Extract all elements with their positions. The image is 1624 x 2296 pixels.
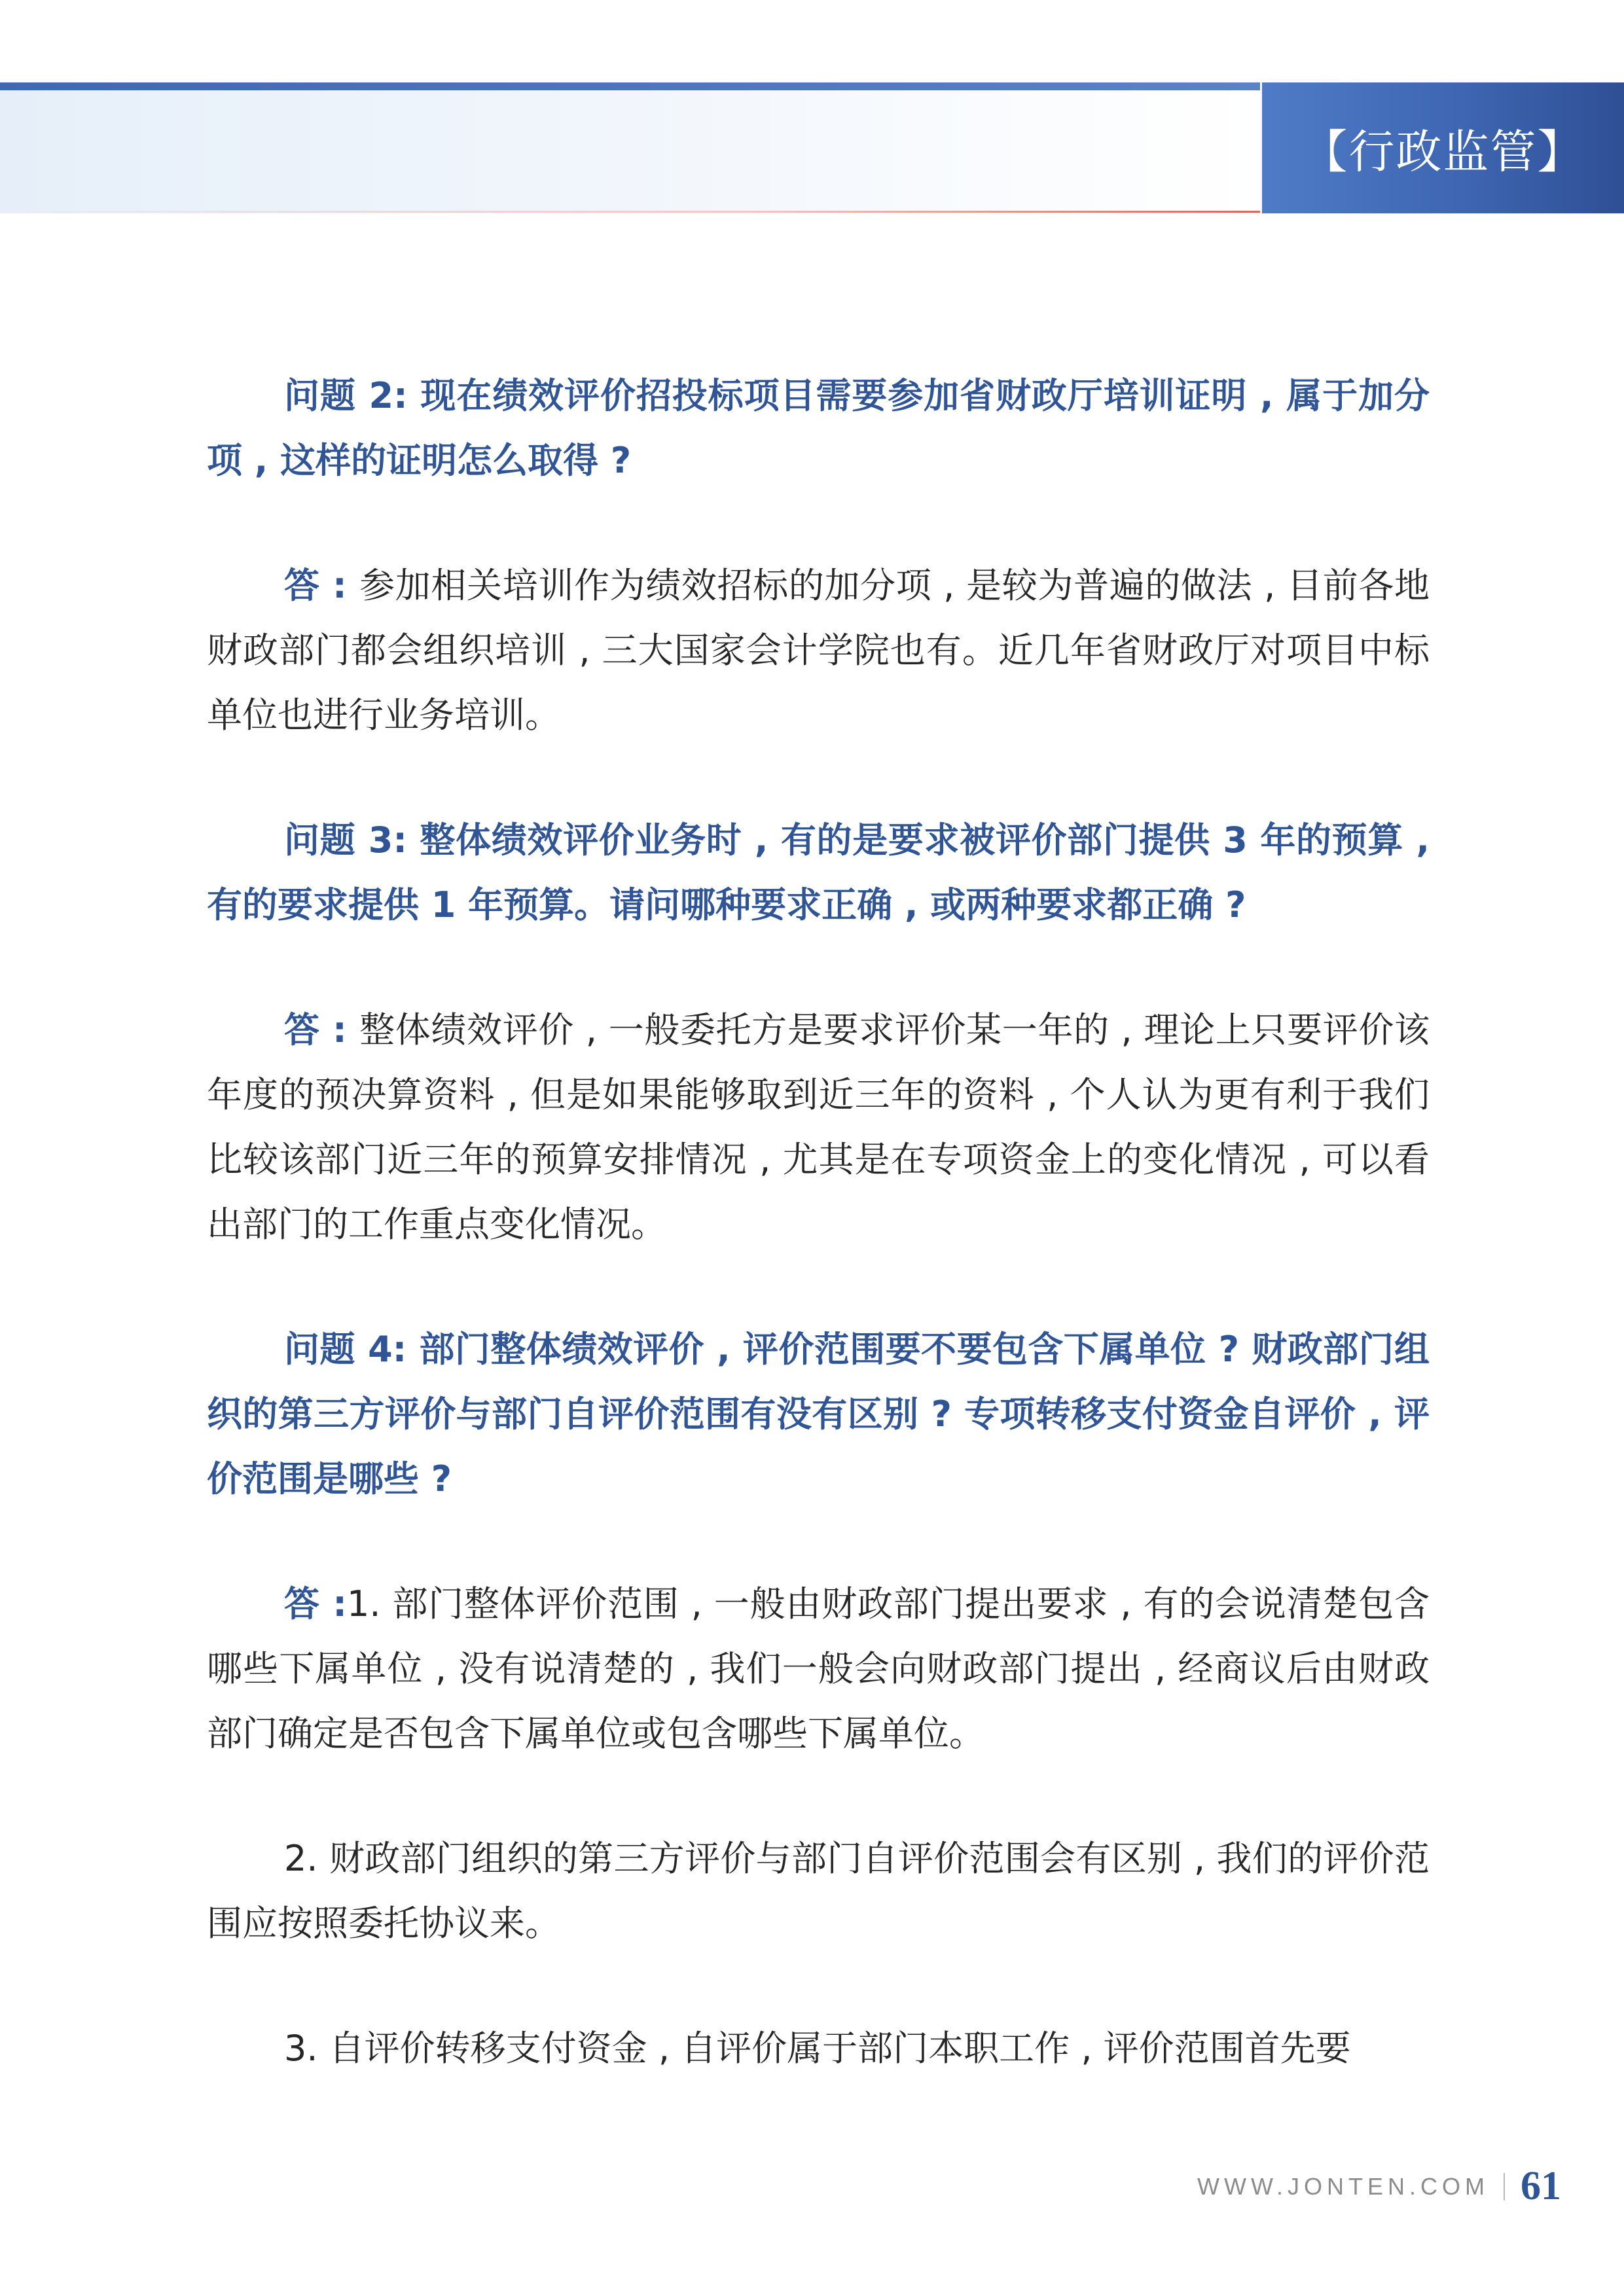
footer-divider [1504,2173,1505,2200]
answer-text: 1. 部门整体评价范围 , 一般由财政部门提出要求 , 有的会说清楚包含哪些下属单位 , 没有说清楚的 , 我们一般会向财政部门提出 , 经商议后由财政部门确定是否包含下属单位或包含哪些下属单位。 [207,1583,1430,1754]
website-url: WWW.JONTEN.COM [1197,2172,1489,2200]
answer-text: 参加相关培训作为绩效招标的加分项 , 是较为普遍的做法 , 目前各地财政部门都会组织培训 , 三大国家会计学院也有。近几年省财政厅对项目中标单位也进行业务培训。 [207,565,1430,736]
answer-lead: 答 : [284,565,360,606]
answer-3 [207,997,1430,1257]
section-tab [1262,82,1624,213]
answer-2 [207,553,1430,747]
section-label: 【行政监管】 [1301,124,1585,179]
question-2: 问题 2: 现在绩效评价招投标项目需要参加省财政厅培训证明 , 属于加分项 , 这样的证明怎么取得 ? [207,375,1430,481]
article-body [207,363,1430,2081]
page-footer [1197,2163,1561,2210]
answer-4-part-2: 2. 财政部门组织的第三方评价与部门自评价范围会有区别 , 我们的评价范围应按照委托协议来。 [207,1838,1430,1944]
question-4: 问题 4: 部门整体绩效评价 , 评价范围要不要包含下属单位 ? 财政部门组织的第三方评价与部门自评价范围有没有区别 ? 专项转移支付资金自评价 , 评价范围是哪些 ? [207,1329,1430,1499]
page-number: 61 [1521,2164,1561,2208]
header-bottom-rule [0,211,1260,213]
answer-lead: 答 : [284,1009,360,1050]
answer-4-part-1 [207,1571,1430,1766]
answer-lead: 答 : [284,1583,347,1624]
answer-text: 整体绩效评价 , 一般委托方是要求评价某一年的 , 理论上只要评价该年度的预决算资料 , 但是如果能够取到近三年的资料 , 个人认为更有利于我们比较该部门近三年的预算安排情况 , 尤其是在专项资金上的变化情况 , 可以看出部门的工作重点变化情况。 [207,1009,1430,1245]
header-top-rule [0,82,1260,90]
question-3: 问题 3: 整体绩效评价业务时 , 有的是要求被评价部门提供 3 年的预算 , 有的要求提供 1 年预算。请问哪种要求正确 , 或两种要求都正确 ? [207,819,1430,925]
header-band [0,85,1260,213]
answer-4-part-3: 3. 自评价转移支付资金 , 自评价属于部门本职工作 , 评价范围首先要 [284,2028,1351,2069]
